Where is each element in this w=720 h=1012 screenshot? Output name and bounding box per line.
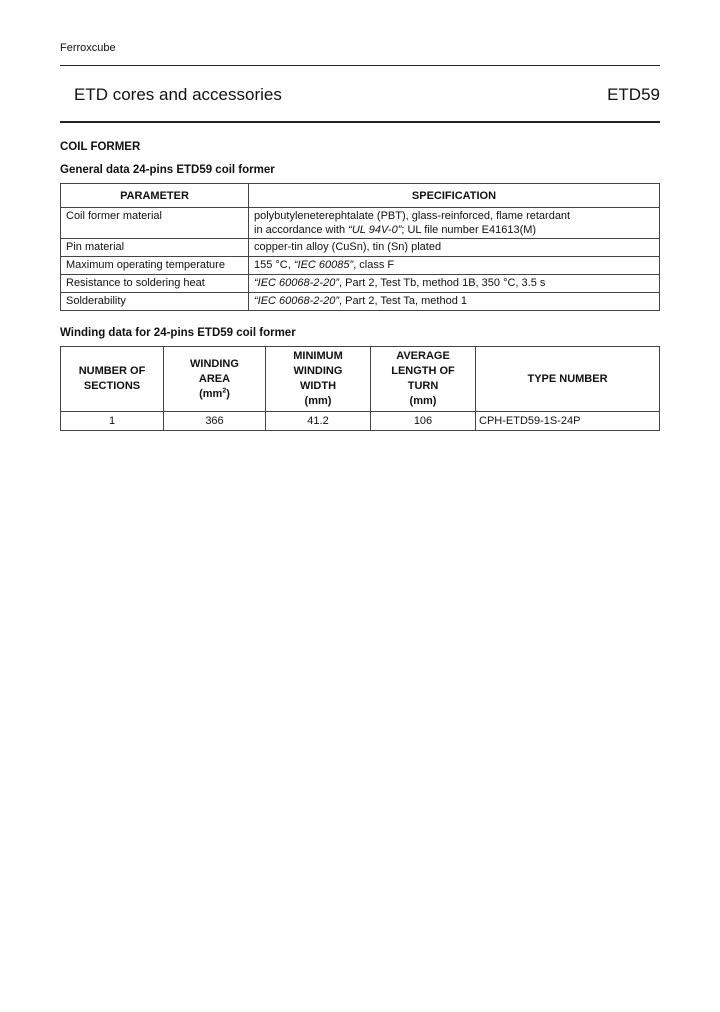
spec-max-temperature [249, 257, 660, 275]
header-text: (mm [199, 387, 223, 400]
standard-reference: “IEC 60068-2-20” [254, 277, 339, 289]
header-text: TURN [407, 380, 439, 392]
param-soldering-heat: Resistance to soldering heat [61, 275, 249, 293]
param-max-temperature: Maximum operating temperature [61, 257, 249, 275]
spec-solderability [249, 293, 660, 311]
header-text: WIDTH [299, 380, 337, 392]
header-text: AREA [198, 372, 231, 385]
table-row [61, 257, 660, 275]
sections-value: 1 [61, 412, 164, 431]
number-of-sections-header [61, 347, 164, 412]
header-text: NUMBER OF [78, 365, 146, 377]
standard-reference: “IEC 60068-2-20” [254, 295, 339, 307]
spec-text: , Part 2, Test Tb, method 1B, 350 °C, 3.5 s [339, 277, 546, 289]
type-number-header: TYPE NUMBER [476, 347, 660, 412]
header-rule-bottom [60, 121, 660, 123]
table-row [61, 208, 660, 239]
spec-text: 155 °C, [254, 259, 294, 271]
table-row [61, 239, 660, 257]
parameter-header: PARAMETER [61, 184, 249, 208]
param-pin-material: Pin material [61, 239, 249, 257]
header-text: LENGTH OF [391, 365, 455, 377]
spec-text: ; UL file number E41613(M) [401, 224, 537, 236]
winding-area-header [164, 347, 266, 412]
header-text: SECTIONS [83, 380, 141, 392]
specification-header: SPECIFICATION [249, 184, 660, 208]
spec-text: in accordance with [254, 224, 349, 236]
unit-superscript: 2 [222, 386, 227, 394]
minimum-winding-width-header [266, 347, 371, 412]
param-solderability: Solderability [61, 293, 249, 311]
type-number-value: CPH-ETD59-1S-24P [476, 412, 660, 431]
header-rule-top [60, 65, 660, 66]
standard-reference: “IEC 60085” [293, 259, 354, 271]
header-text: MINIMUM [293, 350, 343, 362]
winding-width-value: 41.2 [266, 412, 371, 431]
table-row [61, 293, 660, 311]
company-name: Ferroxcube [60, 42, 116, 54]
header-text: AVERAGE [396, 350, 450, 362]
document-title: ETD cores and accessories [74, 85, 282, 104]
spec-line [254, 223, 654, 237]
table-header-row [61, 184, 660, 208]
general-table-caption: General data 24-pins ETD59 coil former [60, 164, 275, 176]
spec-coil-former-material [249, 208, 660, 239]
header-text: (mm) [304, 395, 332, 407]
average-length-of-turn-header [371, 347, 476, 412]
section-heading: COIL FORMER [60, 141, 141, 153]
standard-reference: “UL 94V-0” [348, 224, 402, 236]
winding-data-table [60, 346, 660, 431]
spec-text: , class F [353, 259, 395, 271]
winding-table-caption: Winding data for 24-pins ETD59 coil former [60, 327, 296, 339]
param-coil-former-material: Coil former material [61, 208, 249, 239]
length-of-turn-value: 106 [371, 412, 476, 431]
winding-area-value: 366 [164, 412, 266, 431]
general-data-table [60, 183, 660, 311]
header-text: ) [226, 387, 230, 400]
spec-pin-material: copper-tin alloy (CuSn), tin (Sn) plated [249, 239, 660, 257]
table-row [61, 275, 660, 293]
header-text: WINDING [293, 365, 343, 377]
table-row [61, 412, 660, 431]
header-text: WINDING [190, 357, 239, 370]
document-code: ETD59 [607, 85, 660, 104]
spec-text: , Part 2, Test Ta, method 1 [339, 295, 467, 307]
spec-soldering-heat [249, 275, 660, 293]
table-header-row [61, 347, 660, 412]
header-text: (mm) [409, 395, 437, 407]
spec-line: polybutyleneterephtalate (PBT), glass-reinforced, flame retardant [254, 210, 571, 222]
